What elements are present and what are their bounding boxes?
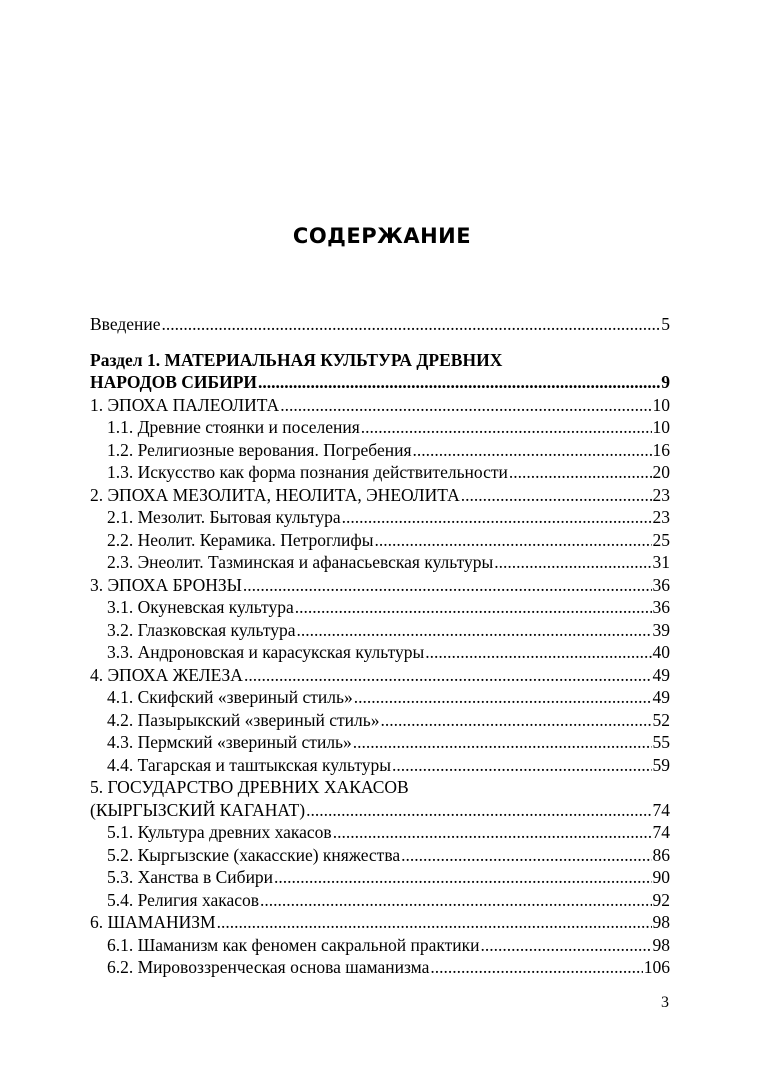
toc-entry[interactable]: 4. ЭПОХА ЖЕЛЕЗА ..... 49: [90, 664, 670, 687]
toc-entry[interactable]: 5.4. Религия хакасов ..... 92: [90, 889, 670, 912]
toc-entry-intro[interactable]: [90, 313, 670, 336]
toc-entry[interactable]: 6. ШАМАНИЗМ ..... 98: [90, 911, 670, 934]
toc-entry[interactable]: 2.3. Энеолит. Тазминская и афанасьевская культуры ..... 31: [90, 551, 670, 574]
page-number: 3: [661, 994, 669, 1011]
toc-label: НАРОДОВ СИБИРИ: [90, 372, 258, 392]
toc-entry[interactable]: 1.1. Древние стоянки и поселения ..... 10: [90, 416, 670, 439]
toc-entry[interactable]: 4.2. Пазырыкский «звериный стиль» ..... 52: [90, 709, 670, 732]
toc-page: 5: [661, 314, 670, 334]
toc-entry[interactable]: 3. ЭПОХА БРОНЗЫ ..... 36: [90, 574, 670, 597]
toc-entry[interactable]: 5.1. Культура древних хакасов ..... 74: [90, 821, 670, 844]
toc-entry[interactable]: 1.2. Религиозные верования. Погребения ..... 16: [90, 439, 670, 462]
toc-section-1[interactable]: [90, 371, 670, 394]
toc-label: Введение: [90, 314, 161, 334]
toc-entry-5-line1[interactable]: 5. ГОСУДАРСТВО ДРЕВНИХ ХАКАСОВ: [90, 777, 409, 797]
toc-entry[interactable]: 4.1. Скифский «звериный стиль» ..... 49: [90, 686, 670, 709]
toc-leader: [162, 313, 661, 336]
toc-entry[interactable]: 4.3. Пермский «звериный стиль» ..... 55: [90, 731, 670, 754]
toc-entry[interactable]: 2. ЭПОХА МЕЗОЛИТА, НЕОЛИТА, ЭНЕОЛИТА ..... 23: [90, 484, 670, 507]
toc-entry[interactable]: 1. ЭПОХА ПАЛЕОЛИТА ..... 10: [90, 394, 670, 417]
toc-leader: [258, 371, 660, 394]
toc-entry[interactable]: 2.2. Неолит. Керамика. Петроглифы ..... 25: [90, 529, 670, 552]
toc-entry-5[interactable]: (КЫРГЫЗСКИЙ КАГАНАТ) ..... 74: [90, 799, 670, 822]
toc-section-1-line1[interactable]: Раздел 1. МАТЕРИАЛЬНАЯ КУЛЬТУРА ДРЕВНИХ: [90, 349, 503, 370]
table-of-contents: [90, 313, 670, 979]
toc-entry[interactable]: 6.2. Мировоззренческая основа шаманизма ..... 106: [90, 956, 670, 979]
toc-entry[interactable]: 5.2. Кыргызские (хакасские) княжества ..... 86: [90, 844, 670, 867]
toc-page: 9: [661, 372, 670, 392]
toc-entry[interactable]: 6.1. Шаманизм как феномен сакральной практики ..... 98: [90, 934, 670, 957]
toc-entry[interactable]: 5.3. Ханства в Сибири ..... 90: [90, 866, 670, 889]
toc-entry[interactable]: 3.3. Андроновская и карасукская культуры ..... 40: [90, 641, 670, 664]
toc-entry[interactable]: 3.1. Окуневская культура ..... 36: [90, 596, 670, 619]
toc-entry[interactable]: 1.3. Искусство как форма познания действительности ..... 20: [90, 461, 670, 484]
toc-entry[interactable]: 4.4. Тагарская и таштыкская культуры ..... 59: [90, 754, 670, 777]
toc-entry[interactable]: 3.2. Глазковская культура ..... 39: [90, 619, 670, 642]
toc-entry[interactable]: 2.1. Мезолит. Бытовая культура ..... 23: [90, 506, 670, 529]
page-title: СОДЕРЖАНИЕ: [292, 224, 472, 248]
